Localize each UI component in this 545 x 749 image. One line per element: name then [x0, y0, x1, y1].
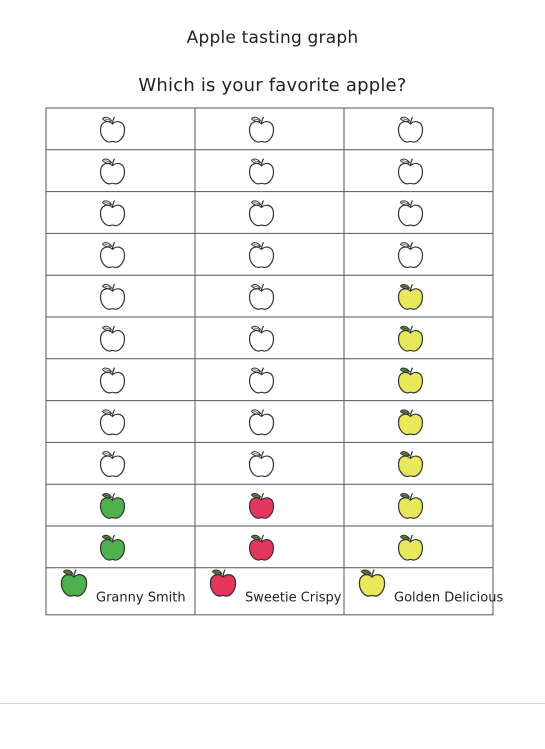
category-label: Sweetie Crispy — [245, 590, 342, 606]
apple-body — [399, 331, 423, 351]
apple-body — [399, 498, 423, 518]
category-label: Granny Smith — [96, 590, 186, 606]
apple-body — [399, 247, 423, 267]
apple-body — [250, 122, 274, 142]
chart-subtitle: Which is your favorite apple? — [138, 75, 407, 96]
category-apple-icon — [61, 570, 86, 596]
apple-outline-icon — [250, 242, 274, 267]
apple-body — [250, 289, 274, 309]
apple-icon-filled — [399, 326, 423, 351]
chart-title: Apple tasting graph — [186, 28, 359, 48]
apple-body — [101, 205, 125, 225]
apple-outline-icon — [250, 410, 274, 435]
apple-body — [101, 247, 125, 267]
apple-outline-icon — [399, 201, 423, 226]
apple-body — [399, 205, 423, 225]
apple-icon-filled — [101, 535, 125, 560]
apple-body — [250, 414, 274, 434]
apple-outline-icon — [101, 410, 125, 435]
apple-body — [250, 331, 274, 351]
apple-icon-filled — [250, 535, 274, 560]
apple-body — [250, 163, 274, 183]
apple-outline-icon — [101, 159, 125, 184]
apple-outline-icon — [250, 368, 274, 393]
apple-icon-filled — [101, 493, 125, 518]
apple-outline-icon — [101, 368, 125, 393]
apple-outline-icon — [101, 117, 125, 142]
apple-body — [101, 414, 125, 434]
apple-outline-icon — [250, 451, 274, 476]
page-edge-divider — [0, 703, 545, 704]
apple-body — [101, 372, 125, 392]
apple-body — [101, 498, 125, 518]
apple-outline-icon — [250, 159, 274, 184]
apple-icon-filled — [399, 284, 423, 309]
apple-outline-icon — [101, 201, 125, 226]
apple-outline-icon — [101, 284, 125, 309]
apple-body — [399, 289, 423, 309]
apple-body — [250, 498, 274, 518]
apple-body — [399, 456, 423, 476]
apple-icon-filled — [250, 493, 274, 518]
apple-body — [210, 575, 235, 596]
apple-outline-icon — [399, 159, 423, 184]
category-label: Golden Delicious — [394, 590, 504, 606]
apple-icon-filled — [399, 410, 423, 435]
apple-body — [250, 540, 274, 560]
apple-body — [359, 575, 384, 596]
apple-body — [250, 372, 274, 392]
apple-outline-icon — [250, 284, 274, 309]
apple-body — [101, 331, 125, 351]
apple-outline-icon — [250, 201, 274, 226]
apple-body — [250, 205, 274, 225]
apple-body — [399, 414, 423, 434]
apple-body — [101, 122, 125, 142]
apple-outline-icon — [101, 242, 125, 267]
apple-icon-filled — [399, 368, 423, 393]
apple-body — [399, 122, 423, 142]
apple-icon-filled — [399, 493, 423, 518]
apple-body — [250, 456, 274, 476]
apple-body — [101, 540, 125, 560]
apple-body — [101, 289, 125, 309]
apple-body — [399, 540, 423, 560]
category-apple-icon — [210, 570, 235, 596]
apple-body — [250, 247, 274, 267]
apple-body — [399, 163, 423, 183]
apple-icon-filled — [399, 535, 423, 560]
apple-body — [399, 372, 423, 392]
apple-outline-icon — [101, 451, 125, 476]
apple-icon-filled — [399, 451, 423, 476]
apple-outline-icon — [250, 117, 274, 142]
apple-outline-icon — [399, 242, 423, 267]
apple-outline-icon — [250, 326, 274, 351]
apple-outline-icon — [399, 117, 423, 142]
apple-outline-icon — [101, 326, 125, 351]
apple-body — [101, 163, 125, 183]
category-apple-icon — [359, 570, 384, 596]
apple-body — [101, 456, 125, 476]
apple-body — [61, 575, 86, 596]
